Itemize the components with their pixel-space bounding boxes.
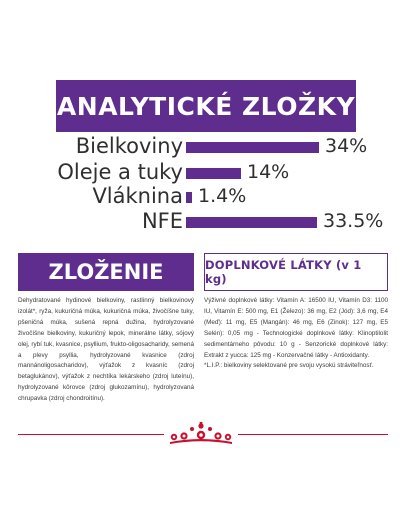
nutrient-label: NFE	[141, 209, 183, 233]
composition-text: Dehydratované hydinové bielkoviny, rastlinný bielkovinový izolát*, ryža, kukuričná múka, kukuričná múka, živočíšne tuky, pšeničná múka, sušená repná dužina, hydrolyzované živočíšne bielkoviny, kukuričný lepok, minerálne látky, sójový olej, rybí tuk, kvasnice, psyllium, frukto-oligosacharidy, semená a plevy psyllia, hydrolyzované kvasnice (zdroj mannánoligosacharidov), výťažok z kvasníc (zdroj betaglukánov), výťažok z nechtíka lekárskeho (zdroj luteínu), hydrolyzované kôrovce (zdroj glukozamínu), hydrolyzovaná chrupavka (zdroj chondroitínu).	[18, 297, 194, 403]
nutrient-bar	[186, 192, 192, 203]
nutrient-value: 33.5%	[323, 210, 384, 232]
nutrient-label: Vláknina	[92, 184, 183, 208]
additives-title: DOPLNKOVÉ LÁTKY (v 1 kg)	[205, 258, 362, 286]
analytic-components-banner	[56, 80, 356, 132]
nutrient-value: 14%	[247, 161, 290, 183]
additives-note: *L.I.P.: bielkoviny selektované pre svoju vysokú stráviteľnosť.	[204, 362, 374, 370]
nutrient-bar	[186, 217, 317, 228]
nutrient-row-protein	[0, 133, 405, 159]
nutrient-row-fiber	[0, 183, 405, 209]
composition-title: ZLOŽENIE	[48, 260, 164, 284]
nutrient-bar	[186, 142, 319, 153]
composition-text-block	[18, 296, 194, 405]
crown-logo-icon	[166, 420, 236, 446]
composition-title-box	[18, 253, 194, 291]
nutrient-row-nfe	[0, 208, 405, 234]
nutrient-value: 34%	[325, 135, 368, 157]
nutrient-bar	[186, 168, 241, 179]
footer-divider-right	[238, 434, 388, 435]
nutrient-label: Bielkoviny	[75, 134, 183, 158]
nutrient-value: 1.4%	[198, 185, 247, 207]
additives-text-block	[204, 296, 388, 372]
footer-divider-left	[18, 434, 164, 435]
additives-text: Výživné doplnkové látky: Vitamín A: 16500 IU, Vitamín D3: 1100 IU, Vitamín E: 500 mg, E1 (Železo): 36 mg, E2 (Jód): 3,6 mg, E4 (Meď): 11 mg, E5 (Mangán): 46 mg, E6 (Zinok): 127 mg, E5 Selén): 0,05 mg - Technologické doplnkové látky: Klinoptilolit sedimentárneho pôvodu: 10 g - Senzorické doplnkové látky: Extrakt z yucca: 125 mg - Konzervačné látky - Antioxidanty.	[204, 297, 388, 359]
nutrient-row-fat	[0, 159, 405, 185]
additives-title-box	[204, 253, 388, 291]
nutrient-label: Oleje a tuky	[57, 160, 183, 184]
banner-title: ANALYTICKÉ ZLOŽKY	[56, 91, 356, 121]
